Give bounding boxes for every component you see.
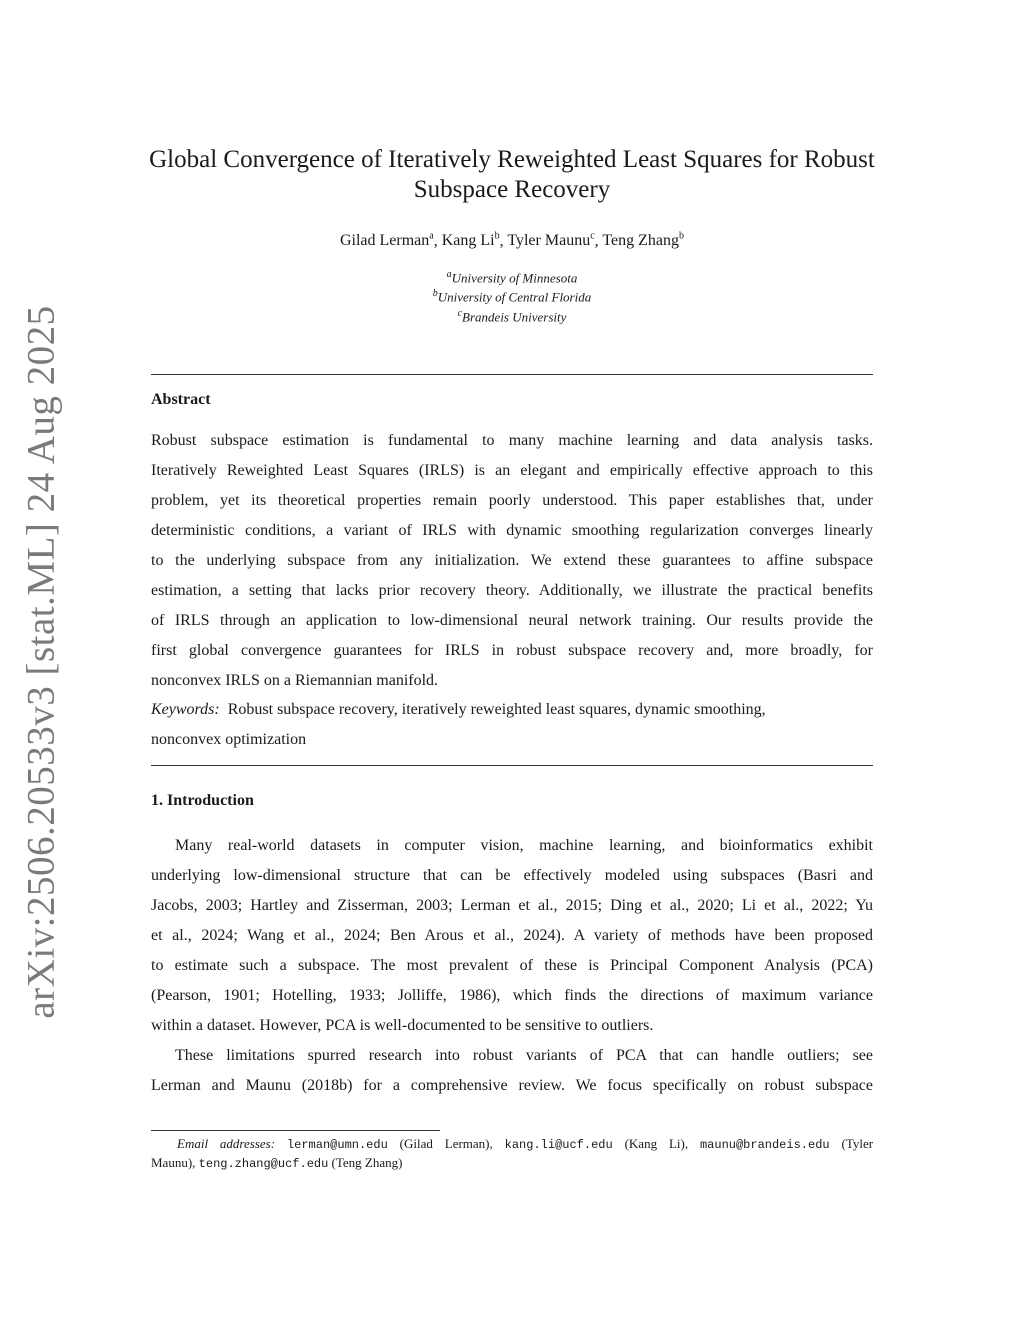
text-line bbox=[151, 1135, 873, 1154]
text-line bbox=[151, 1154, 873, 1173]
text-line: (Pearson, 1901; Hotelling, 1933; Jolliffe, 1986), which finds the directions of maximum variance bbox=[151, 987, 873, 1004]
section-heading: 1. Introduction bbox=[151, 792, 254, 809]
affiliation: $^c$Brandeis University bbox=[457, 307, 567, 324]
affiliation: $^b$University of Central Florida bbox=[432, 288, 592, 305]
text-line: within a dataset. However, PCA is well-documented to be sensitive to outliers. bbox=[151, 1017, 654, 1034]
author-list: Gilad Lerman$^a$, Kang Li$^b$, Tyler Maunu$^c$, Teng Zhang$^b$ bbox=[339, 231, 684, 250]
text-line: Lerman and Maunu (2018b) for a comprehensive review. We focus specifically on robust subspace bbox=[151, 1077, 873, 1094]
keywords bbox=[151, 695, 873, 755]
text-line: These limitations spurred research into robust variants of PCA that can handle outliers; see bbox=[175, 1047, 873, 1064]
keywords-label: Keywords: bbox=[151, 701, 220, 718]
author: Kang Li$^b$ bbox=[441, 231, 500, 250]
text-line: underlying low-dimensional structure that can be effectively modeled using subspaces (Basri and bbox=[151, 867, 873, 884]
author-name: (Teng Zhang) bbox=[331, 1155, 403, 1170]
arxiv-identifier: arXiv:2506.20533v3 [stat.ML] 24 Aug 2025 bbox=[19, 305, 63, 1019]
author-name: (Kang Li), bbox=[624, 1136, 689, 1151]
email-link[interactable]: maunu@brandeis.edu bbox=[699, 1138, 830, 1152]
text-line: problem, yet its theoretical properties remain poorly understood. This paper establishes that, under bbox=[151, 492, 873, 509]
title-line: Subspace Recovery bbox=[413, 176, 611, 203]
text-line: et al., 2024; Wang et al., 2024; Ben Arous et al., 2024). A variety of methods have been proposed bbox=[151, 927, 873, 944]
author-name: (Tyler bbox=[841, 1136, 874, 1151]
text-line: estimation, a setting that lacks prior recovery theory. Additionally, we illustrate the practical benefits bbox=[151, 582, 873, 599]
text-line: to estimate such a subspace. The most prevalent of these is Principal Component Analysis (PCA) bbox=[151, 957, 873, 974]
text-line bbox=[151, 695, 873, 725]
affiliation: $^a$University of Minnesota bbox=[446, 269, 578, 286]
text-line: first global convergence guarantees for IRLS in robust subspace recovery and, more broadly, for bbox=[151, 642, 873, 659]
footnote bbox=[151, 1135, 873, 1173]
text-line: to the underlying subspace from any initialization. We extend these guarantees to affine subspace bbox=[151, 552, 873, 569]
text-line: Jacobs, 2003; Hartley and Zisserman, 2003; Lerman et al., 2015; Ding et al., 2020; Li et al., 2022; Yu bbox=[151, 897, 873, 914]
text-line: Many real-world datasets in computer vision, machine learning, and bioinformatics exhibit bbox=[175, 837, 873, 854]
text-line: Robust subspace estimation is fundamental to many machine learning and data analysis tasks. bbox=[151, 432, 873, 449]
text-line: of IRLS through an application to low-dimensional neural network training. Our results provide the bbox=[151, 612, 873, 629]
footnote-divider bbox=[151, 1130, 440, 1131]
email-link[interactable]: teng.zhang@ucf.edu bbox=[198, 1157, 329, 1171]
footnote-label: Email addresses: bbox=[177, 1136, 276, 1151]
text-line: Iteratively Reweighted Least Squares (IRLS) is an elegant and empirically effective approach to this bbox=[151, 462, 873, 479]
text-line: nonconvex optimization bbox=[151, 731, 307, 748]
email-link[interactable]: lerman@umn.edu bbox=[286, 1138, 388, 1152]
author-name: (Gilad Lerman), bbox=[399, 1136, 493, 1151]
author: Tyler Maunu$^c$ bbox=[507, 231, 595, 250]
intro-paragraph-1 bbox=[151, 831, 873, 1101]
divider bbox=[151, 765, 873, 766]
text-line: deterministic conditions, a variant of IRLS with dynamic smoothing regularization converges linearly bbox=[151, 522, 873, 539]
keywords-text: Robust subspace recovery, iteratively reweighted least squares, dynamic smoothing, bbox=[227, 701, 766, 718]
author: Gilad Lerman$^a$ bbox=[339, 231, 434, 250]
paper-title bbox=[100, 145, 924, 205]
affiliations bbox=[0, 267, 1024, 325]
title-line: Global Convergence of Iteratively Reweighted Least Squares for Robust bbox=[149, 146, 875, 173]
text-line: nonconvex IRLS on a Riemannian manifold. bbox=[151, 672, 439, 689]
abstract-body bbox=[151, 426, 873, 696]
author: Teng Zhang$^b$ bbox=[602, 231, 684, 250]
divider bbox=[151, 374, 873, 375]
author-name: Maunu), bbox=[151, 1155, 196, 1170]
email-link[interactable]: kang.li@ucf.edu bbox=[504, 1138, 613, 1152]
abstract-heading: Abstract bbox=[151, 391, 211, 408]
